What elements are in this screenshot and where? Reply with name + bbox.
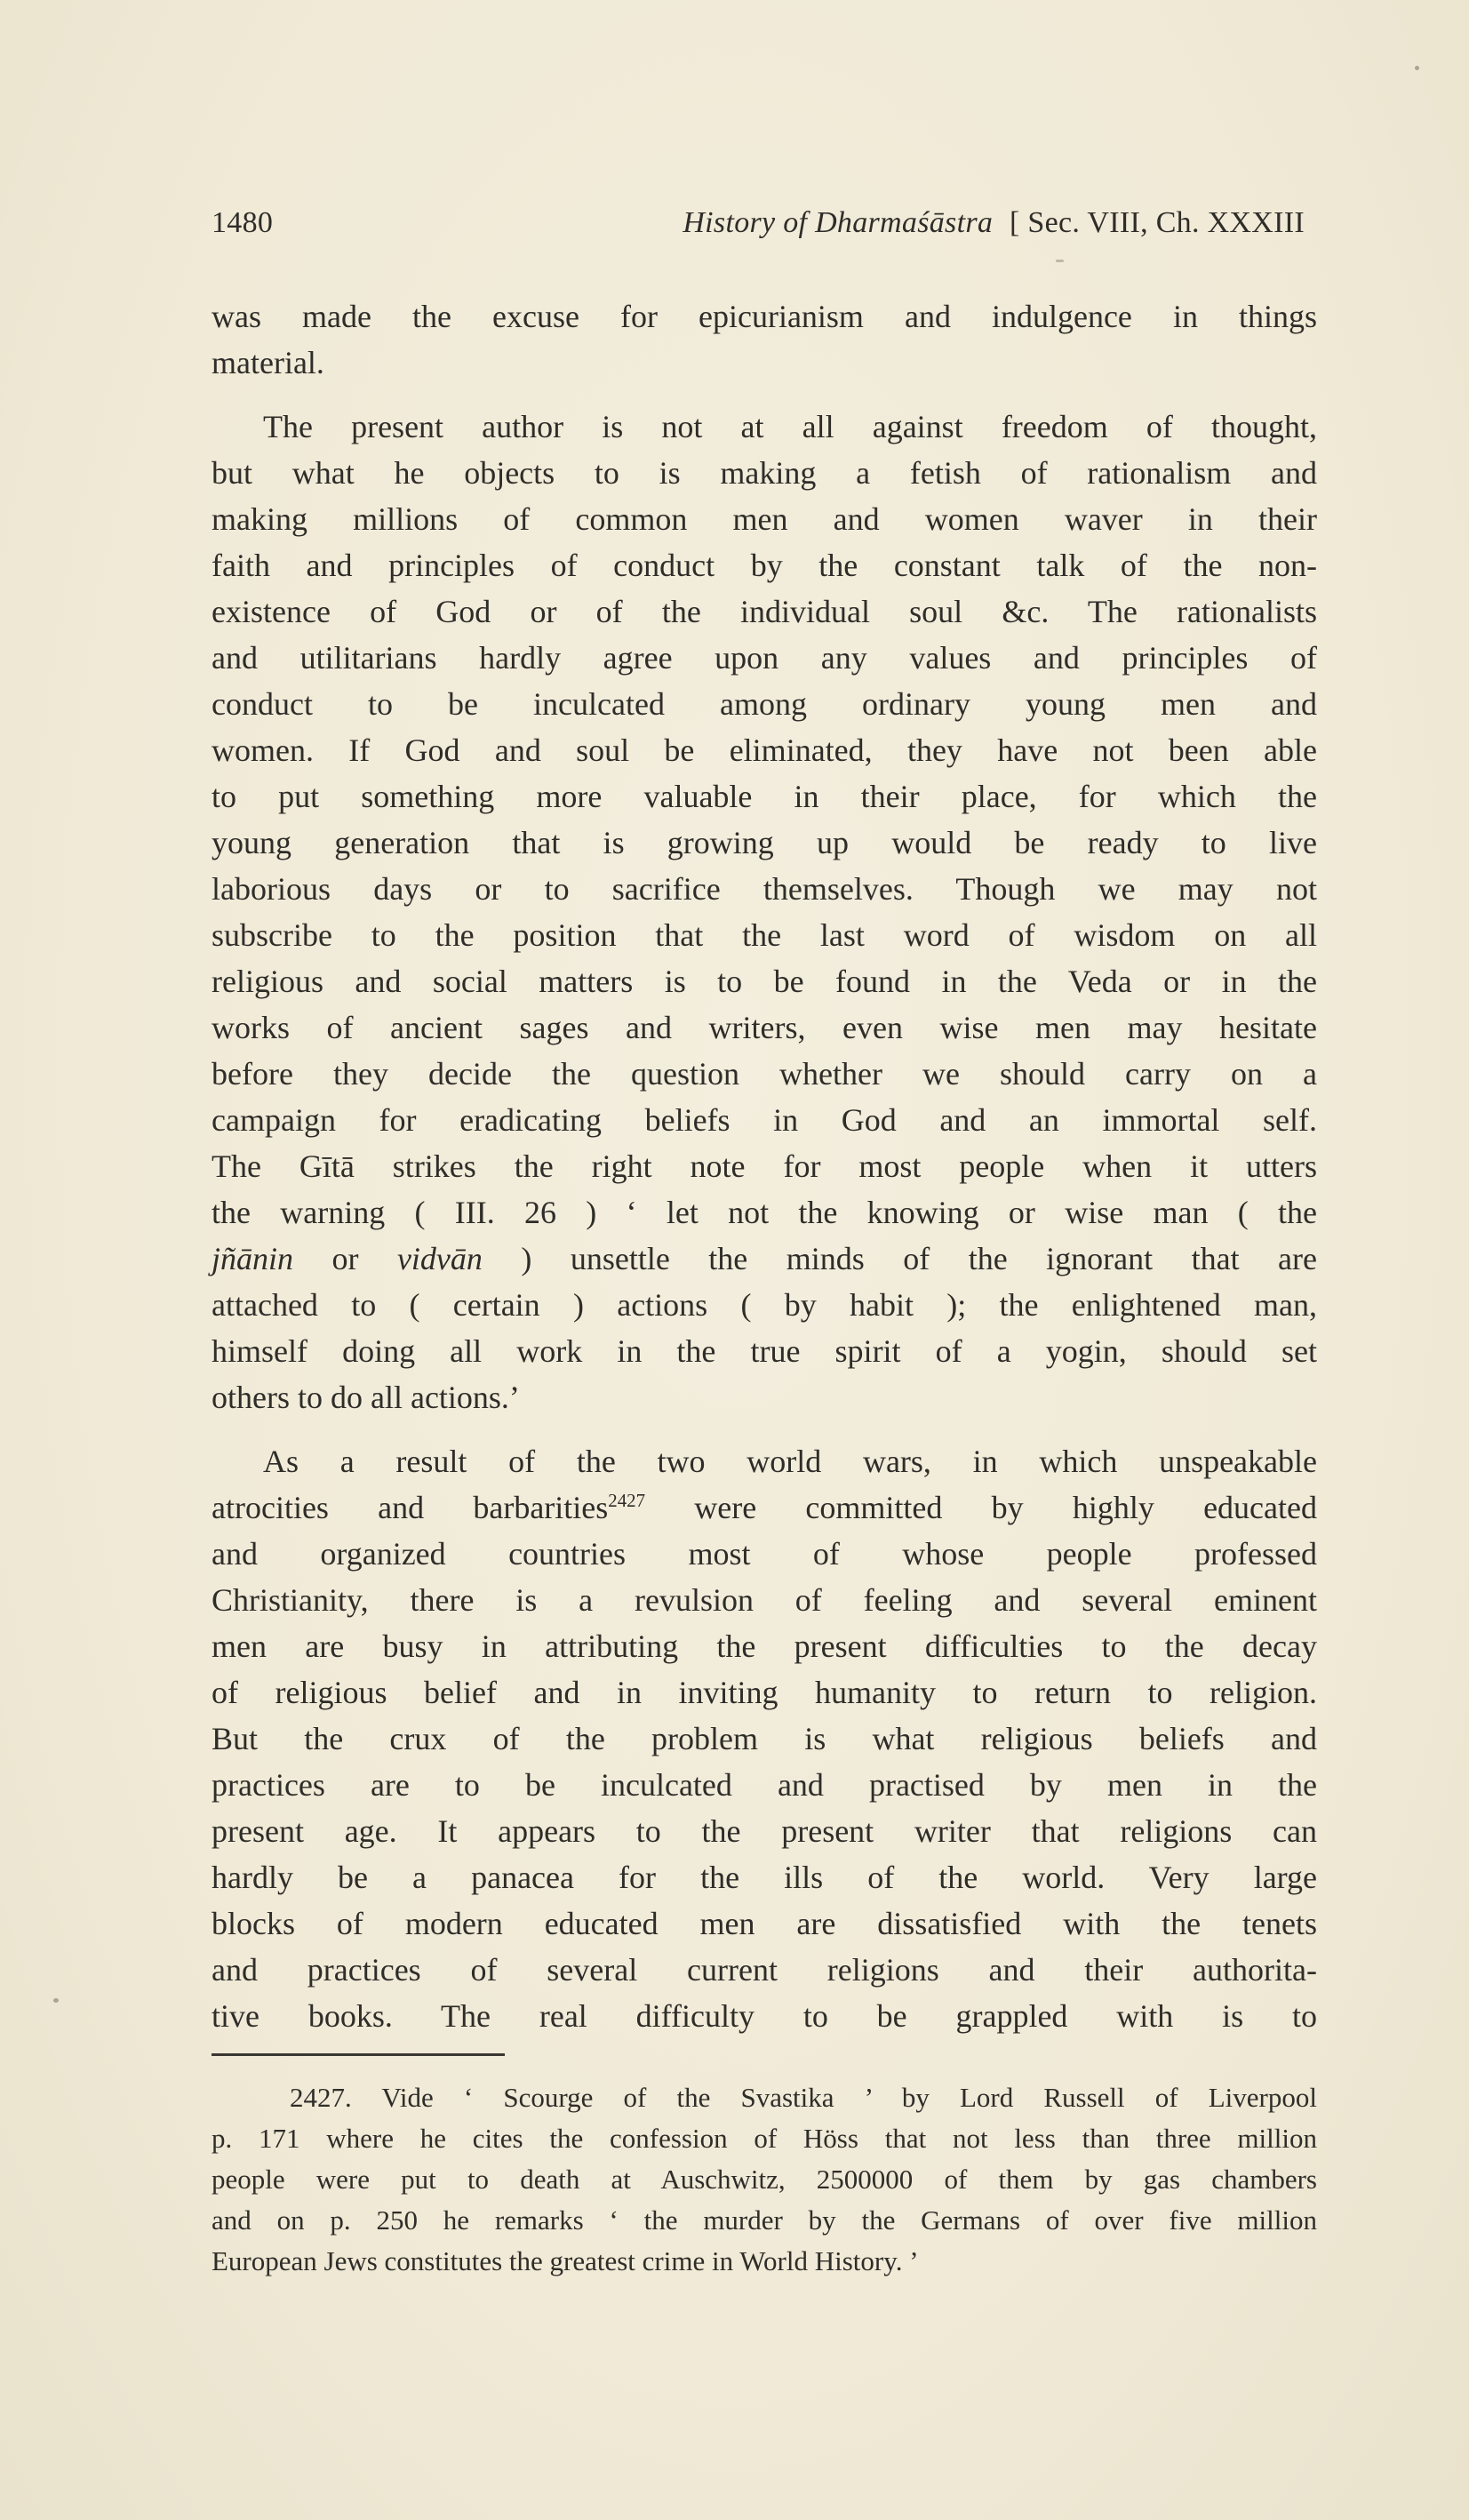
text-line: works of ancient sages and writers, even wise men may hesitate	[212, 1010, 1317, 1045]
text-line: 2427. Vide ‘ Scourge of the Svastika ’ by Lord Russell of Liverpool	[290, 2082, 1317, 2113]
paragraph	[212, 2077, 1317, 2282]
text-line: before they decide the question whether we should carry on a	[212, 1056, 1317, 1092]
footnote-text	[212, 2077, 1317, 2282]
scan-speck	[1415, 66, 1419, 70]
text-line: p. 171 where he cites the confession of Höss that not less than three million	[212, 2123, 1317, 2154]
text-line: others to do all actions.’	[212, 1380, 520, 1415]
text-line: conduct to be inculcated among ordinary young men and	[212, 686, 1317, 722]
text-line: attached to ( certain ) actions ( by habit ); the enlightened man,	[212, 1287, 1317, 1323]
text-line: But the crux of the problem is what religious beliefs and	[212, 1721, 1317, 1756]
text-line: subscribe to the position that the last word of wisdom on all	[212, 917, 1317, 953]
text-line: and on p. 250 he remarks ‘ the murder by the Germans of over five million	[212, 2204, 1317, 2236]
text-line: blocks of modern educated men are dissatisfied with the tenets	[212, 1906, 1317, 1941]
text-line: and organized countries most of whose people professed	[212, 1536, 1317, 1572]
text-line: The present author is not at all against freedom of thought,	[263, 409, 1317, 444]
text-line: making millions of common men and women waver in their	[212, 501, 1317, 537]
text-line: himself doing all work in the true spirit of a yogin, should set	[212, 1333, 1317, 1369]
footnote-separator-rule	[212, 2053, 505, 2056]
text-line: material.	[212, 345, 324, 380]
text-line: of religious belief and in inviting humanity to return to religion.	[212, 1675, 1317, 1710]
running-title	[683, 204, 1317, 242]
text-line: to put something more valuable in their place, for which the	[212, 779, 1317, 814]
text-line: jñānin or vidvān ) unsettle the minds of the ignorant that are	[212, 1241, 1317, 1276]
page-content	[212, 0, 1317, 2282]
text-line: European Jews constitutes the greatest crime in World History. ’	[212, 2245, 919, 2276]
text-line: faith and principles of conduct by the constant talk of the non-	[212, 548, 1317, 583]
scan-speck	[53, 1998, 59, 2003]
text-line: was made the excuse for epicurianism and indulgence in things	[212, 299, 1317, 334]
text-line: existence of God or of the individual soul &c. The rationalists	[212, 594, 1317, 629]
running-title-book-name: History of Dharmaśāstra	[683, 206, 994, 239]
text-line: and utilitarians hardly agree upon any values and principles of	[212, 640, 1317, 676]
text-line: people were put to death at Auschwitz, 2500000 of them by gas chambers	[212, 2164, 1317, 2195]
paragraph	[212, 293, 1317, 386]
text-line: but what he objects to is making a fetish of rationalism and	[212, 455, 1317, 491]
text-line: young generation that is growing up would be ready to live	[212, 825, 1317, 860]
text-line: and practices of several current religions and their authorita-	[212, 1952, 1317, 1988]
text-line: campaign for eradicating beliefs in God and an immortal self.	[212, 1102, 1317, 1138]
text-line: women. If God and soul be eliminated, they have not been able	[212, 732, 1317, 768]
text-line: As a result of the two world wars, in which unspeakable	[263, 1444, 1317, 1479]
text-line: religious and social matters is to be found in the Veda or in the	[212, 964, 1317, 999]
running-title-section: [ Sec. VIII, Ch. XXXIII	[1009, 206, 1305, 239]
page-body-text	[212, 293, 1317, 2039]
paragraph	[212, 1438, 1317, 2039]
text-line: laborious days or to sacrifice themselves. Though we may not	[212, 871, 1317, 907]
text-line: practices are to be inculcated and practised by men in the	[212, 1767, 1317, 1803]
text-line: hardly be a panacea for the ills of the world. Very large	[212, 1860, 1317, 1895]
paragraph	[212, 404, 1317, 1420]
text-line: Christianity, there is a revulsion of feeling and several eminent	[212, 1582, 1317, 1618]
text-line: present age. It appears to the present writer that religions can	[212, 1813, 1317, 1849]
running-header	[212, 204, 1317, 242]
text-line: the warning ( III. 26 ) ‘ let not the knowing or wise man ( the	[212, 1195, 1317, 1230]
text-line: atrocities and barbarities$^{2427}$ were committed by highly educated	[212, 1490, 1317, 1525]
text-line: men are busy in attributing the present difficulties to the decay	[212, 1628, 1317, 1664]
page-number: 1480	[212, 206, 274, 239]
text-line: The Gītā strikes the right note for most people when it utters	[212, 1148, 1317, 1184]
text-line: tive books. The real difficulty to be grappled with is to	[212, 1998, 1317, 2034]
